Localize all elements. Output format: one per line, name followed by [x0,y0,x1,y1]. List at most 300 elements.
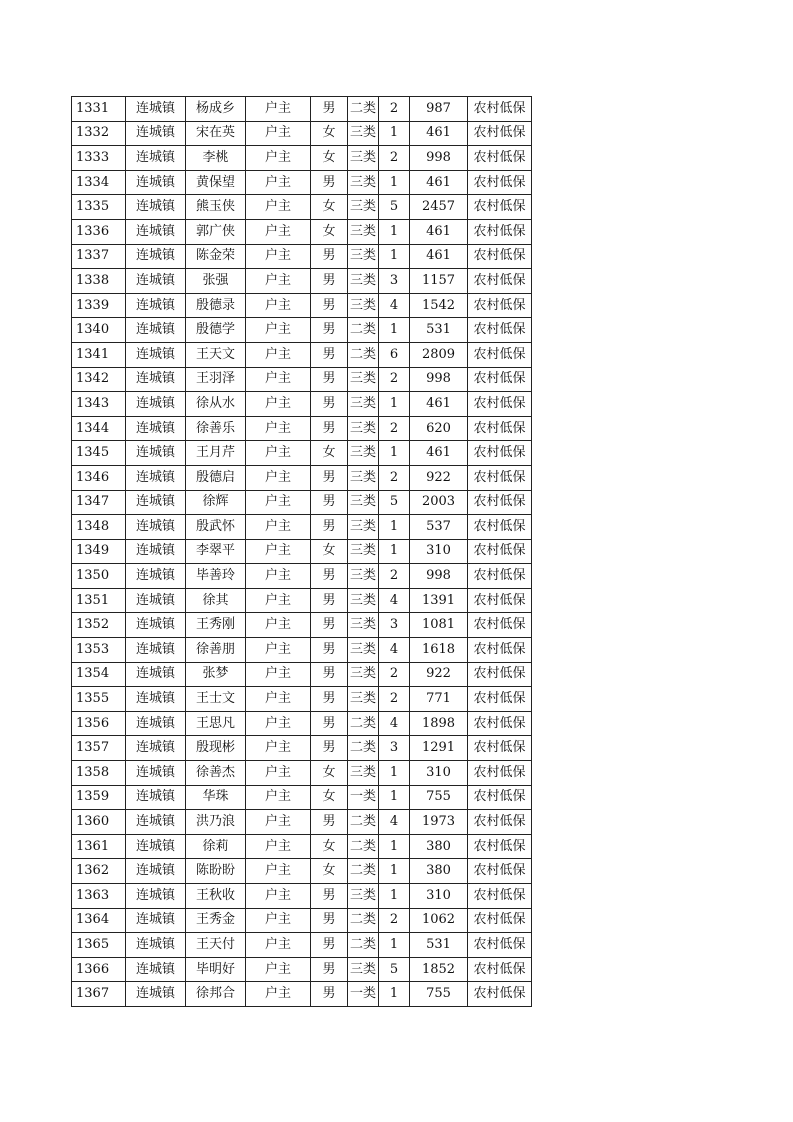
gender-cell: 男 [311,810,348,835]
household-size-cell: 1 [379,785,410,810]
amount-cell: 1542 [410,293,468,318]
table-row [72,293,532,318]
gender-cell: 女 [311,539,348,564]
serial-number-cell: 1342 [72,367,126,392]
township-cell: 连城镇 [126,170,186,195]
category-cell: 三类 [348,392,379,417]
category-cell: 三类 [348,170,379,195]
gender-cell: 男 [311,318,348,343]
category-cell: 二类 [348,933,379,958]
table-row [72,957,532,982]
serial-number-cell: 1336 [72,219,126,244]
category-cell: 一类 [348,982,379,1007]
serial-number-cell: 1367 [72,982,126,1007]
household-size-cell: 2 [379,97,410,122]
township-cell: 连城镇 [126,982,186,1007]
assistance-type-cell: 农村低保 [468,638,532,663]
table-row [72,662,532,687]
relation-cell: 户主 [246,613,311,638]
amount-cell: 531 [410,933,468,958]
gender-cell: 女 [311,441,348,466]
gender-cell: 男 [311,908,348,933]
table-row [72,416,532,441]
serial-number-cell: 1344 [72,416,126,441]
table-row [72,515,532,540]
amount-cell: 1391 [410,588,468,613]
amount-cell: 755 [410,785,468,810]
household-size-cell: 3 [379,736,410,761]
category-cell: 二类 [348,97,379,122]
township-cell: 连城镇 [126,785,186,810]
amount-cell: 1898 [410,711,468,736]
assistance-type-cell: 农村低保 [468,662,532,687]
table-row [72,933,532,958]
amount-cell: 987 [410,97,468,122]
household-size-cell: 1 [379,834,410,859]
assistance-type-cell: 农村低保 [468,736,532,761]
relation-cell: 户主 [246,269,311,294]
category-cell: 三类 [348,515,379,540]
household-size-cell: 1 [379,318,410,343]
name-cell: 毕善玲 [186,564,246,589]
gender-cell: 男 [311,613,348,638]
table-row [72,613,532,638]
serial-number-cell: 1361 [72,834,126,859]
category-cell: 三类 [348,219,379,244]
gender-cell: 女 [311,859,348,884]
township-cell: 连城镇 [126,834,186,859]
township-cell: 连城镇 [126,490,186,515]
amount-cell: 461 [410,170,468,195]
table-row [72,342,532,367]
table-row [72,392,532,417]
table-body [72,97,532,1007]
household-size-cell: 5 [379,195,410,220]
household-size-cell: 4 [379,293,410,318]
assistance-type-cell: 农村低保 [468,687,532,712]
gender-cell: 男 [311,170,348,195]
assistance-type-cell: 农村低保 [468,810,532,835]
category-cell: 二类 [348,834,379,859]
amount-cell: 310 [410,884,468,909]
assistance-type-cell: 农村低保 [468,761,532,786]
name-cell: 王秀刚 [186,613,246,638]
serial-number-cell: 1335 [72,195,126,220]
amount-cell: 310 [410,539,468,564]
name-cell: 殷现彬 [186,736,246,761]
name-cell: 王思凡 [186,711,246,736]
table-row [72,269,532,294]
amount-cell: 537 [410,515,468,540]
relation-cell: 户主 [246,564,311,589]
gender-cell: 男 [311,957,348,982]
household-size-cell: 1 [379,515,410,540]
gender-cell: 男 [311,416,348,441]
table-row [72,490,532,515]
category-cell: 三类 [348,957,379,982]
household-size-cell: 1 [379,761,410,786]
relation-cell: 户主 [246,146,311,171]
township-cell: 连城镇 [126,662,186,687]
household-size-cell: 6 [379,342,410,367]
household-size-cell: 1 [379,982,410,1007]
assistance-type-cell: 农村低保 [468,515,532,540]
serial-number-cell: 1345 [72,441,126,466]
relation-cell: 户主 [246,810,311,835]
gender-cell: 男 [311,97,348,122]
category-cell: 二类 [348,859,379,884]
household-size-cell: 1 [379,219,410,244]
amount-cell: 380 [410,834,468,859]
household-size-cell: 1 [379,121,410,146]
category-cell: 二类 [348,908,379,933]
assistance-type-cell: 农村低保 [468,933,532,958]
gender-cell: 男 [311,884,348,909]
township-cell: 连城镇 [126,908,186,933]
category-cell: 三类 [348,884,379,909]
table-row [72,834,532,859]
amount-cell: 310 [410,761,468,786]
relation-cell: 户主 [246,761,311,786]
relation-cell: 户主 [246,293,311,318]
name-cell: 徐邦合 [186,982,246,1007]
table-row [72,244,532,269]
amount-cell: 461 [410,392,468,417]
serial-number-cell: 1339 [72,293,126,318]
household-size-cell: 2 [379,662,410,687]
name-cell: 徐辉 [186,490,246,515]
table-row [72,170,532,195]
serial-number-cell: 1355 [72,687,126,712]
household-size-cell: 2 [379,687,410,712]
gender-cell: 女 [311,146,348,171]
relation-cell: 户主 [246,539,311,564]
gender-cell: 男 [311,588,348,613]
serial-number-cell: 1343 [72,392,126,417]
table-row [72,465,532,490]
table-row [72,588,532,613]
table-row [72,982,532,1007]
township-cell: 连城镇 [126,342,186,367]
table-row [72,539,532,564]
category-cell: 三类 [348,121,379,146]
township-cell: 连城镇 [126,884,186,909]
relation-cell: 户主 [246,342,311,367]
township-cell: 连城镇 [126,564,186,589]
serial-number-cell: 1350 [72,564,126,589]
gender-cell: 男 [311,293,348,318]
serial-number-cell: 1332 [72,121,126,146]
township-cell: 连城镇 [126,293,186,318]
category-cell: 三类 [348,588,379,613]
name-cell: 殷德学 [186,318,246,343]
relation-cell: 户主 [246,195,311,220]
amount-cell: 2809 [410,342,468,367]
category-cell: 三类 [348,490,379,515]
assistance-type-cell: 农村低保 [468,170,532,195]
name-cell: 洪乃浪 [186,810,246,835]
household-size-cell: 1 [379,170,410,195]
relation-cell: 户主 [246,97,311,122]
table-row [72,195,532,220]
relation-cell: 户主 [246,711,311,736]
table-row [72,318,532,343]
household-size-cell: 2 [379,908,410,933]
household-size-cell: 2 [379,367,410,392]
table-row [72,97,532,122]
gender-cell: 女 [311,785,348,810]
name-cell: 徐从水 [186,392,246,417]
township-cell: 连城镇 [126,367,186,392]
category-cell: 三类 [348,613,379,638]
relation-cell: 户主 [246,244,311,269]
gender-cell: 男 [311,392,348,417]
assistance-type-cell: 农村低保 [468,834,532,859]
table-row [72,761,532,786]
assistance-type-cell: 农村低保 [468,564,532,589]
serial-number-cell: 1334 [72,170,126,195]
assistance-type-cell: 农村低保 [468,859,532,884]
category-cell: 二类 [348,810,379,835]
relation-cell: 户主 [246,392,311,417]
amount-cell: 1618 [410,638,468,663]
assistance-type-cell: 农村低保 [468,121,532,146]
township-cell: 连城镇 [126,933,186,958]
household-size-cell: 1 [379,441,410,466]
household-size-cell: 2 [379,416,410,441]
table-row [72,859,532,884]
township-cell: 连城镇 [126,613,186,638]
serial-number-cell: 1351 [72,588,126,613]
name-cell: 王羽泽 [186,367,246,392]
gender-cell: 女 [311,219,348,244]
name-cell: 徐莉 [186,834,246,859]
serial-number-cell: 1358 [72,761,126,786]
gender-cell: 女 [311,195,348,220]
assistance-type-cell: 农村低保 [468,588,532,613]
household-size-cell: 1 [379,933,410,958]
gender-cell: 女 [311,834,348,859]
relation-cell: 户主 [246,515,311,540]
category-cell: 一类 [348,785,379,810]
name-cell: 徐善朋 [186,638,246,663]
amount-cell: 1157 [410,269,468,294]
amount-cell: 998 [410,146,468,171]
category-cell: 三类 [348,662,379,687]
assistance-type-cell: 农村低保 [468,146,532,171]
name-cell: 殷武怀 [186,515,246,540]
table-row [72,810,532,835]
township-cell: 连城镇 [126,392,186,417]
amount-cell: 620 [410,416,468,441]
relation-cell: 户主 [246,859,311,884]
category-cell: 三类 [348,687,379,712]
township-cell: 连城镇 [126,121,186,146]
gender-cell: 男 [311,564,348,589]
serial-number-cell: 1348 [72,515,126,540]
township-cell: 连城镇 [126,515,186,540]
relation-cell: 户主 [246,884,311,909]
category-cell: 三类 [348,293,379,318]
serial-number-cell: 1331 [72,97,126,122]
assistance-type-cell: 农村低保 [468,908,532,933]
serial-number-cell: 1340 [72,318,126,343]
relation-cell: 户主 [246,170,311,195]
serial-number-cell: 1365 [72,933,126,958]
amount-cell: 1081 [410,613,468,638]
table-row [72,219,532,244]
township-cell: 连城镇 [126,97,186,122]
serial-number-cell: 1363 [72,884,126,909]
household-size-cell: 2 [379,146,410,171]
relation-cell: 户主 [246,957,311,982]
name-cell: 王秀金 [186,908,246,933]
serial-number-cell: 1337 [72,244,126,269]
relation-cell: 户主 [246,785,311,810]
township-cell: 连城镇 [126,859,186,884]
amount-cell: 461 [410,121,468,146]
amount-cell: 380 [410,859,468,884]
table-row [72,785,532,810]
name-cell: 华珠 [186,785,246,810]
amount-cell: 461 [410,244,468,269]
assistance-roster-table [71,96,532,1007]
township-cell: 连城镇 [126,465,186,490]
serial-number-cell: 1366 [72,957,126,982]
table-row [72,687,532,712]
township-cell: 连城镇 [126,736,186,761]
assistance-type-cell: 农村低保 [468,244,532,269]
serial-number-cell: 1346 [72,465,126,490]
name-cell: 张梦 [186,662,246,687]
township-cell: 连城镇 [126,539,186,564]
amount-cell: 922 [410,662,468,687]
category-cell: 三类 [348,465,379,490]
assistance-type-cell: 农村低保 [468,465,532,490]
amount-cell: 922 [410,465,468,490]
category-cell: 二类 [348,342,379,367]
township-cell: 连城镇 [126,219,186,244]
relation-cell: 户主 [246,662,311,687]
serial-number-cell: 1360 [72,810,126,835]
name-cell: 黄保望 [186,170,246,195]
amount-cell: 1973 [410,810,468,835]
amount-cell: 461 [410,441,468,466]
assistance-type-cell: 农村低保 [468,982,532,1007]
serial-number-cell: 1364 [72,908,126,933]
township-cell: 连城镇 [126,761,186,786]
assistance-type-cell: 农村低保 [468,195,532,220]
name-cell: 李翠平 [186,539,246,564]
gender-cell: 男 [311,244,348,269]
assistance-type-cell: 农村低保 [468,392,532,417]
household-size-cell: 1 [379,539,410,564]
category-cell: 三类 [348,416,379,441]
gender-cell: 女 [311,761,348,786]
relation-cell: 户主 [246,367,311,392]
household-size-cell: 1 [379,244,410,269]
relation-cell: 户主 [246,933,311,958]
gender-cell: 男 [311,465,348,490]
amount-cell: 2457 [410,195,468,220]
household-size-cell: 3 [379,613,410,638]
gender-cell: 男 [311,687,348,712]
name-cell: 徐善杰 [186,761,246,786]
assistance-type-cell: 农村低保 [468,441,532,466]
township-cell: 连城镇 [126,810,186,835]
township-cell: 连城镇 [126,146,186,171]
name-cell: 王天文 [186,342,246,367]
table-row [72,736,532,761]
category-cell: 二类 [348,711,379,736]
gender-cell: 男 [311,638,348,663]
assistance-type-cell: 农村低保 [468,957,532,982]
serial-number-cell: 1359 [72,785,126,810]
category-cell: 三类 [348,367,379,392]
amount-cell: 998 [410,564,468,589]
name-cell: 王秋收 [186,884,246,909]
township-cell: 连城镇 [126,195,186,220]
assistance-type-cell: 农村低保 [468,711,532,736]
amount-cell: 755 [410,982,468,1007]
gender-cell: 男 [311,490,348,515]
assistance-type-cell: 农村低保 [468,490,532,515]
household-size-cell: 1 [379,392,410,417]
name-cell: 熊玉侠 [186,195,246,220]
name-cell: 杨成乡 [186,97,246,122]
relation-cell: 户主 [246,834,311,859]
assistance-type-cell: 农村低保 [468,219,532,244]
relation-cell: 户主 [246,638,311,663]
township-cell: 连城镇 [126,441,186,466]
category-cell: 三类 [348,761,379,786]
assistance-type-cell: 农村低保 [468,416,532,441]
gender-cell: 男 [311,515,348,540]
household-size-cell: 3 [379,269,410,294]
table-row [72,367,532,392]
township-cell: 连城镇 [126,687,186,712]
assistance-type-cell: 农村低保 [468,785,532,810]
household-size-cell: 4 [379,588,410,613]
serial-number-cell: 1352 [72,613,126,638]
gender-cell: 男 [311,269,348,294]
gender-cell: 男 [311,711,348,736]
category-cell: 三类 [348,269,379,294]
assistance-type-cell: 农村低保 [468,367,532,392]
name-cell: 殷德启 [186,465,246,490]
household-size-cell: 4 [379,711,410,736]
serial-number-cell: 1347 [72,490,126,515]
relation-cell: 户主 [246,490,311,515]
amount-cell: 2003 [410,490,468,515]
serial-number-cell: 1353 [72,638,126,663]
amount-cell: 531 [410,318,468,343]
name-cell: 张强 [186,269,246,294]
assistance-type-cell: 农村低保 [468,318,532,343]
table-row [72,638,532,663]
relation-cell: 户主 [246,219,311,244]
amount-cell: 461 [410,219,468,244]
gender-cell: 男 [311,662,348,687]
serial-number-cell: 1349 [72,539,126,564]
assistance-type-cell: 农村低保 [468,269,532,294]
name-cell: 郭广侠 [186,219,246,244]
relation-cell: 户主 [246,736,311,761]
gender-cell: 男 [311,342,348,367]
relation-cell: 户主 [246,908,311,933]
assistance-type-cell: 农村低保 [468,613,532,638]
assistance-type-cell: 农村低保 [468,539,532,564]
